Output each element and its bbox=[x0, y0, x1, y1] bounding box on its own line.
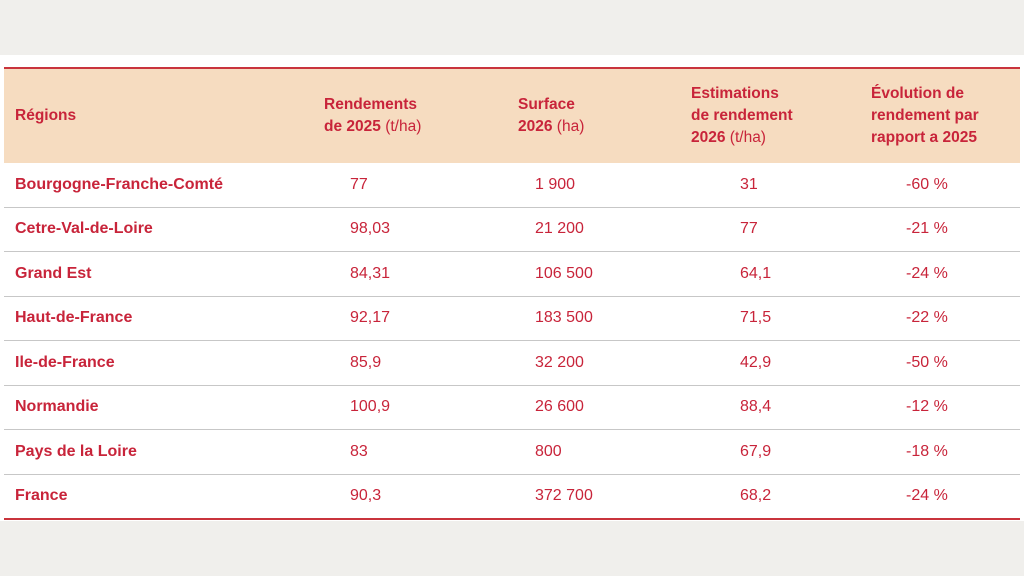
cell-surface-2026: 800 bbox=[535, 442, 562, 460]
table-row bbox=[4, 207, 1020, 252]
cell-surface-2026: 372 700 bbox=[535, 487, 593, 505]
cell-rendement-2025: 84,31 bbox=[350, 264, 391, 282]
cell-rendement-2025: 98,03 bbox=[350, 220, 391, 238]
cell-rendement-2025: 77 bbox=[350, 175, 368, 193]
cell-surface-2026: 21 200 bbox=[535, 220, 584, 238]
cell-rendement-2025: 85,9 bbox=[350, 353, 382, 371]
cell-surface-2026: 1 900 bbox=[535, 175, 576, 193]
cell-region: Ile-de-France bbox=[15, 353, 115, 371]
header-rendements-2025: Rendements de 2025 (t/ha) bbox=[324, 96, 422, 135]
cell-region: France bbox=[15, 487, 68, 505]
cell-estimation-2026: 64,1 bbox=[740, 264, 772, 282]
cell-rendement-2025: 92,17 bbox=[350, 309, 391, 327]
cell-estimation-2026: 71,5 bbox=[740, 309, 772, 327]
cell-region: Pays de la Loire bbox=[15, 442, 137, 460]
cell-region: Grand Est bbox=[15, 264, 92, 282]
table-body bbox=[4, 163, 1020, 518]
cell-region: Bourgogne-Franche-Comté bbox=[15, 175, 223, 193]
header-regions: Régions bbox=[15, 107, 77, 124]
cell-evolution: -50 % bbox=[906, 353, 948, 371]
cell-rendement-2025: 83 bbox=[350, 442, 368, 460]
cell-estimation-2026: 31 bbox=[740, 175, 758, 193]
cell-estimation-2026: 42,9 bbox=[740, 353, 772, 371]
cell-evolution: -60 % bbox=[906, 175, 948, 193]
cell-region: Cetre-Val-de-Loire bbox=[15, 220, 153, 238]
table-row bbox=[4, 385, 1020, 430]
cell-evolution: -12 % bbox=[906, 398, 948, 416]
cell-region: Haut-de-France bbox=[15, 309, 133, 327]
header-surface-2026: Surface 2026 (ha) bbox=[518, 96, 585, 135]
table-header bbox=[4, 69, 1020, 163]
header-estimations-2026: Estimations de rendement 2026 (t/ha) bbox=[691, 85, 793, 146]
cell-estimation-2026: 77 bbox=[740, 220, 758, 238]
cell-rendement-2025: 90,3 bbox=[350, 487, 382, 505]
cell-evolution: -24 % bbox=[906, 487, 948, 505]
cell-rendement-2025: 100,9 bbox=[350, 398, 391, 416]
table-row bbox=[4, 163, 1020, 207]
table-row bbox=[4, 296, 1020, 341]
cell-evolution: -21 % bbox=[906, 220, 948, 238]
cell-evolution: -18 % bbox=[906, 442, 948, 460]
table-row bbox=[4, 474, 1020, 519]
table-row bbox=[4, 429, 1020, 474]
cell-estimation-2026: 67,9 bbox=[740, 442, 772, 460]
cell-evolution: -24 % bbox=[906, 264, 948, 282]
cell-surface-2026: 183 500 bbox=[535, 309, 593, 327]
cell-estimation-2026: 68,2 bbox=[740, 487, 772, 505]
cell-evolution: -22 % bbox=[906, 309, 948, 327]
cell-surface-2026: 32 200 bbox=[535, 353, 584, 371]
cell-estimation-2026: 88,4 bbox=[740, 398, 772, 416]
cell-region: Normandie bbox=[15, 398, 99, 416]
cell-surface-2026: 106 500 bbox=[535, 264, 593, 282]
header-evolution: Évolution de rendement par rapport a 2025 bbox=[871, 85, 979, 146]
cell-surface-2026: 26 600 bbox=[535, 398, 584, 416]
table-card bbox=[0, 55, 1024, 521]
yield-table bbox=[4, 67, 1020, 520]
table-row bbox=[4, 251, 1020, 296]
table-row bbox=[4, 340, 1020, 385]
